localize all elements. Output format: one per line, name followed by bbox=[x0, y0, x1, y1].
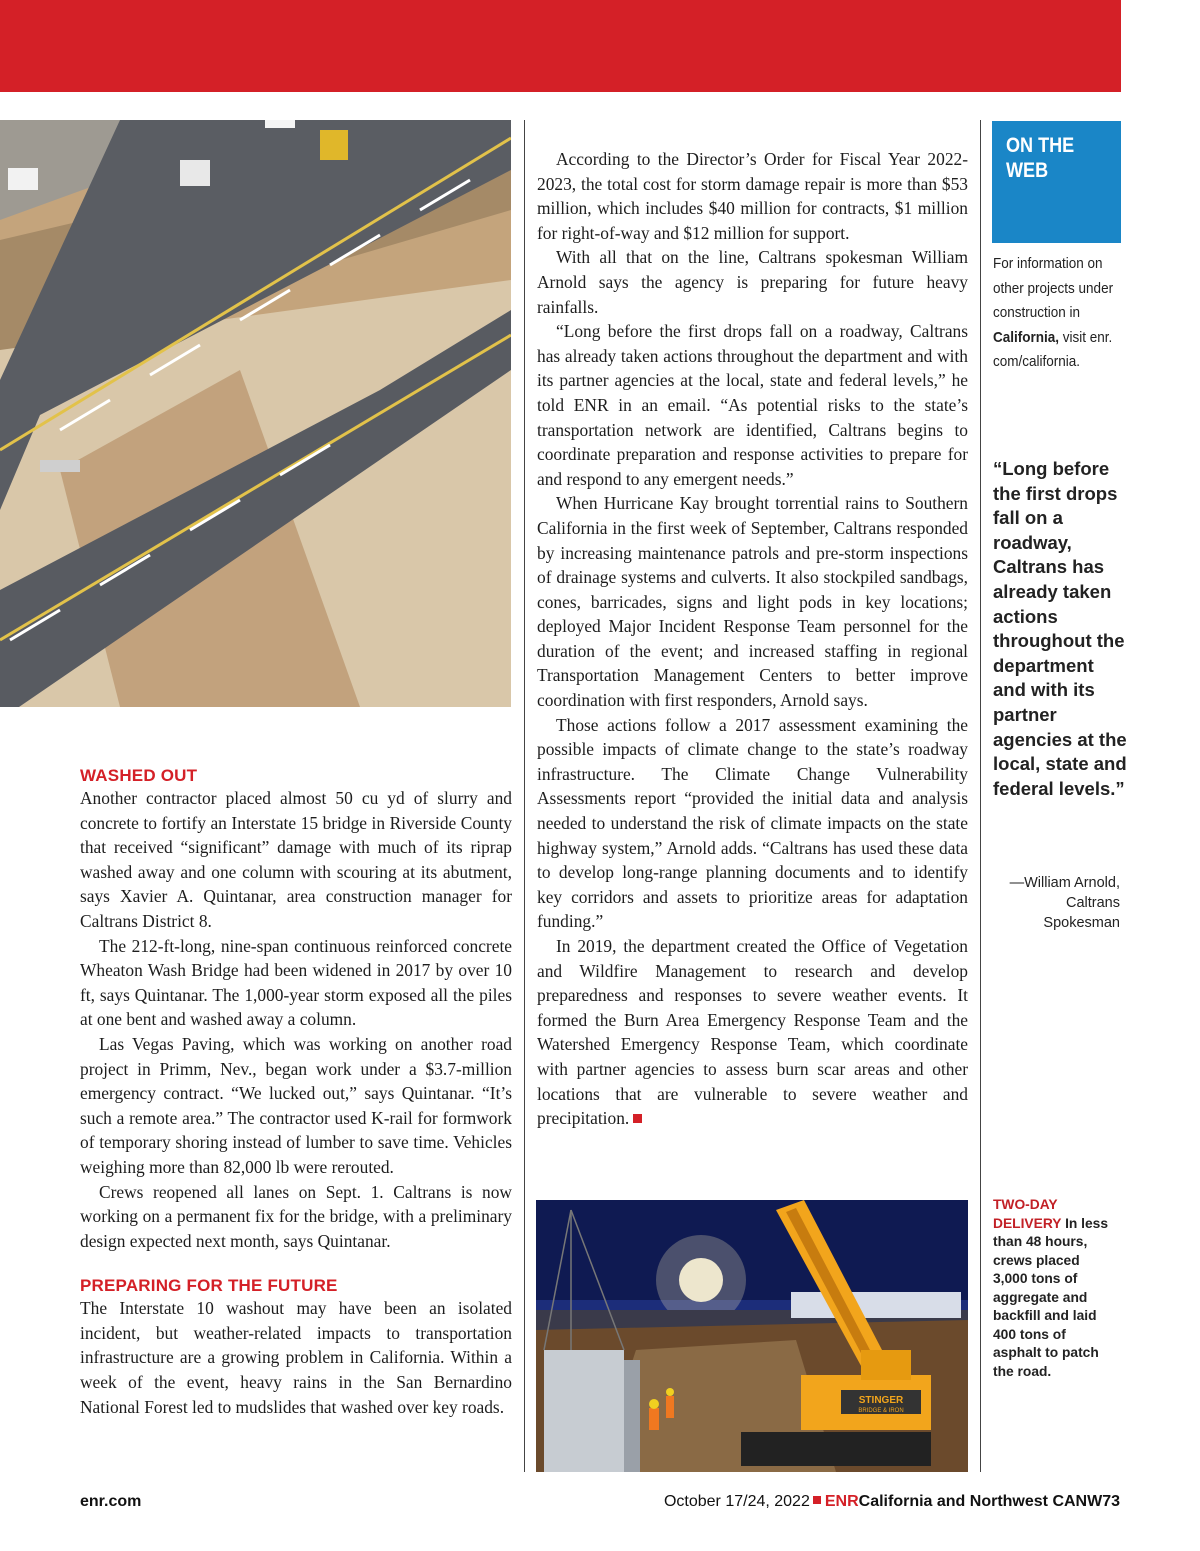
paragraph: Another contractor placed almost 50 cu yd of slurry and concrete to fortify an Interstate 15 bridge in Riverside County that received “significant” damage with much of its riprap washed away and one column with scouring at its abutment, says Xavier A. Quintanar, area construction manager for Caltrans District 8. bbox=[80, 788, 512, 931]
header-bar bbox=[0, 0, 1121, 92]
pull-quote: “Long before the first drops fall on a roadway, Caltrans has already taken actions throughout the department and with its partner agencies at the local, state and federal levels.” bbox=[993, 458, 1127, 799]
footer-date: October 17/24, 2022 bbox=[663, 1493, 810, 1510]
attribution-line: Spokesman bbox=[1043, 915, 1120, 931]
quote-attribution bbox=[990, 873, 1120, 933]
caption-heading: TWO-DAY DELIVERY bbox=[993, 1197, 1062, 1231]
web-text-pre: For information on other projects under construction in bbox=[993, 255, 1114, 321]
paragraph: The 212-ft-long, nine-span continuous reinforced concrete Wheaton Wash Bridge had been widened in 2017 by over 10 ft, says Quintanar. The 1,000-year storm exposed all the piles at one bent and washed away a column. bbox=[80, 935, 512, 1030]
footer-site[interactable]: enr.com bbox=[80, 1493, 142, 1510]
footer-bullet-icon bbox=[813, 1496, 821, 1504]
on-the-web-title bbox=[1006, 133, 1101, 183]
paragraph-last bbox=[537, 934, 968, 1131]
paragraph: When Hurricane Kay brought torrential rains to Southern California in the first week of September, Caltrans responded by increasing maintenance patrols and pre-storm inspections of drainage systems and culverts. It also stockpiled sandbags, cones, barricades, signs and light pods in key locations; deployed Major Incident Response Team personnel for the duration of the event; and increased staffing in regional Transportation Management Centers to better improve coordination with first responders, Arnold says. bbox=[537, 493, 968, 711]
paragraph: “Long before the first drops fall on a roadway, Caltrans has already taken actions throughout the department and with its partner agencies at the local, state and federal levels,” he told ENR in an email. “As potential risks to the state’s transportation network are identified, Caltrans begins to coordinate preparation and response activities to prepare for and respond to any emergent needs.” bbox=[537, 321, 968, 489]
left-column bbox=[80, 765, 512, 1419]
paragraph: Las Vegas Paving, which was working on another road project in Primm, Nev., began work under a $3.7-million emergency contract. “We lucked out,” says Quintanar. “It’s such a remote area.” The contractor used K-rail for formwork of temporary shoring instead of lumber to save time. Vehicles weighing more than 82,000 lb were rerouted. bbox=[80, 1033, 512, 1177]
heading-washed-out: WASHED OUT bbox=[80, 766, 198, 785]
paragraph-text: In 2019, the department created the Office of Vegetation and Wildfire Management to research and develop preparedness and responses to severe weather events. It formed the Burn Area Emergency Response Team and the Watershed Emergency Response Team, which coordinate with partner agencies to assess burn scar areas and other locations that are vulnerable to severe weather and precipitation. bbox=[537, 936, 968, 1129]
attribution-line: Caltrans bbox=[1066, 895, 1120, 911]
on-the-web-text bbox=[993, 252, 1123, 375]
on-the-web-box bbox=[992, 121, 1121, 243]
paragraph: Those actions follow a 2017 assessment examining the possible impacts of climate change to the state’s roadway infrastructure. The Climate Change Vulnerability Assessments report “provided the initial data and analysis needed to understand the risk of climate impacts on the state highway system,” Arnold adds. “Caltrans has used these data to develop long-range planning documents and to identify key corridors and assets to prioritize areas for adaptation funding.” bbox=[537, 714, 968, 932]
web-title-line1: ON THE bbox=[1006, 134, 1075, 157]
end-mark-icon bbox=[633, 1114, 642, 1123]
column-divider bbox=[524, 120, 525, 1472]
paragraph: The Interstate 10 washout may have been an isolated incident, but weather-related impacts to transportation infrastructure are a growing problem in California. Within a week of the event, heavy rains in the San Bernardino National Forest led to mudslides that washed over key roads. bbox=[80, 1298, 512, 1417]
paragraph: With all that on the line, Caltrans spokesman William Arnold says the agency is preparing for future heavy rainfalls. bbox=[537, 247, 968, 317]
aerial-highway-photo bbox=[0, 120, 511, 707]
attribution-line: —William Arnold, bbox=[1009, 875, 1120, 891]
heading-preparing: PREPARING FOR THE FUTURE bbox=[80, 1276, 338, 1296]
footer-issue bbox=[664, 1492, 1120, 1512]
paragraph: According to the Director’s Order for Fiscal Year 2022-2023, the total cost for storm damage repair is more than $53 million, which includes $40 million for contracts, $1 million for right-of-way and $12 million for support. bbox=[537, 149, 968, 243]
footer-enr: ENR bbox=[824, 1493, 859, 1510]
web-text-link[interactable]: visit enr. com/california. bbox=[993, 328, 1113, 370]
middle-column bbox=[537, 147, 968, 1131]
footer-publication: California and Northwest CANW73 bbox=[858, 1493, 1120, 1510]
web-title-line2: WEB bbox=[1006, 159, 1049, 182]
crane-brand-subtext: BRIDGE & IRON bbox=[858, 1408, 904, 1414]
photo-caption bbox=[993, 1196, 1117, 1381]
sidebar-divider bbox=[980, 120, 981, 1472]
crane-brand-text: STINGER bbox=[858, 1395, 904, 1406]
paragraph: Crews reopened all lanes on Sept. 1. Caltrans is now working on a permanent fix for the bridge, with a preliminary design expected next month, says Quintanar. bbox=[80, 1181, 512, 1251]
night-crane-photo bbox=[536, 1200, 968, 1472]
caption-text: In less than 48 hours, crews placed 3,000 tons of aggregate and backfill and laid 400 tons of asphalt to patch the road. bbox=[993, 1215, 1109, 1379]
web-text-bold: California, bbox=[993, 328, 1060, 346]
